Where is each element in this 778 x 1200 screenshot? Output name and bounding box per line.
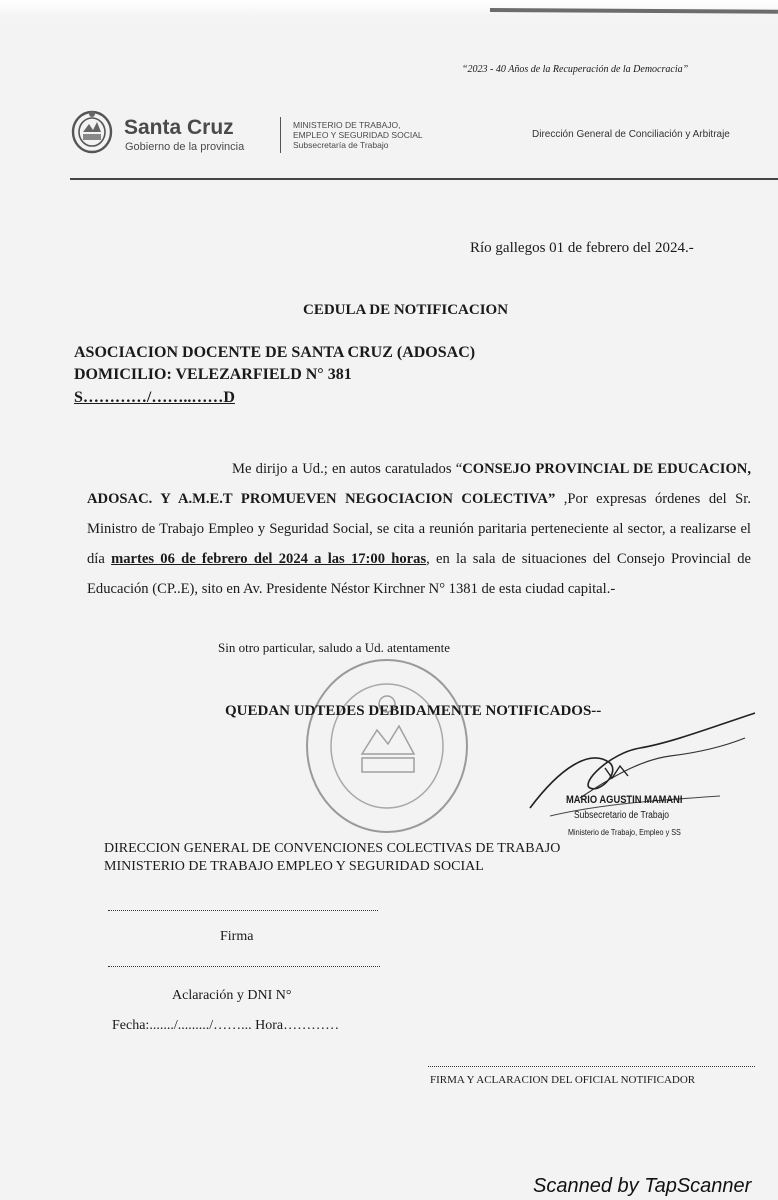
body-text-mid: ,Por expresas órdenes del Sr. Ministro de Trabajo Empleo y Seguridad Social, se cita a reunión paritaria perteneciente al sector, a realizarse el día	[87, 491, 751, 567]
firma-label: Firma	[220, 929, 254, 944]
body-paragraph	[87, 454, 751, 604]
addressee-name: ASOCIACION DOCENTE DE SANTA CRUZ (ADOSAC)	[74, 344, 476, 361]
officer-signature-line	[428, 1066, 755, 1067]
ministry-line: MINISTERIO DE TRABAJO,	[293, 120, 401, 130]
brand-subtitle: Gobierno de la provincia	[125, 141, 245, 153]
clarification-line	[108, 966, 380, 967]
meeting-datetime: martes 06 de febrero del 2024 a las 17:00 horas	[111, 551, 427, 567]
closing-line: Sin otro particular, saludo a Ud. atentamente	[218, 640, 450, 655]
ministry-block	[293, 120, 423, 150]
body-text-intro: Me dirijo a Ud.; en autos caratulados “	[232, 461, 463, 477]
fecha-hora-line: Fecha:......./........./……... Hora…………	[112, 1018, 340, 1033]
signatory-department: Ministerio de Trabajo, Empleo y SS	[568, 827, 681, 837]
document-date: Río gallegos 01 de febrero del 2024.-	[470, 240, 694, 256]
addressee-address: DOMICILIO: VELEZARFIELD N° 381	[74, 366, 352, 383]
document-title: CEDULA DE NOTIFICACION	[303, 302, 509, 318]
official-stamp-icon	[302, 656, 472, 836]
ministry-line: Subsecretaría de Trabajo	[293, 140, 389, 150]
aclaracion-label: Aclaración y DNI N°	[172, 988, 292, 1003]
body-text-end: , en la sala de situaciones del Consejo Provincial de Educación (CP..E), sito en Av. Presidente Néstor Kirchner N° 1381 de esta ciudad capital.-	[87, 551, 751, 597]
officer-signature-label: FIRMA Y ACLARACION DEL OFICIAL NOTIFICADOR	[430, 1074, 696, 1086]
province-seal-icon	[70, 108, 114, 154]
header-motto: “2023 - 40 Años de la Recuperación de la Democracia”	[462, 64, 689, 75]
organization-line: MINISTERIO DE TRABAJO EMPLEO Y SEGURIDAD SOCIAL	[104, 859, 484, 874]
notification-notice: QUEDAN UDTEDES DEBIDAMENTE NOTIFICADOS--	[225, 703, 602, 719]
signatory-name: MARIO AGUSTIN MAMANI	[566, 794, 683, 806]
organization-line: DIRECCION GENERAL DE CONVENCIONES COLECTIVAS DE TRABAJO	[104, 841, 561, 856]
scanner-watermark: Scanned by TapScanner	[533, 1175, 752, 1197]
header-rule	[70, 178, 778, 180]
brand-title: Santa Cruz	[124, 116, 234, 139]
case-title: CONSEJO PROVINCIAL DE EDUCACION, ADOSAC. Y A.M.E.T PROMUEVEN NEGOCIACION COLECTIVA”	[87, 461, 751, 507]
direccion-header: Dirección General de Conciliación y Arbitraje	[532, 129, 730, 140]
addressee-sd: S…………/……..……D	[74, 389, 235, 406]
header-divider	[280, 117, 281, 153]
ministry-line: EMPLEO Y SEGURIDAD SOCIAL	[293, 130, 423, 140]
signatory-title: Subsecretario de Trabajo	[574, 810, 669, 821]
signature-line	[108, 910, 378, 911]
